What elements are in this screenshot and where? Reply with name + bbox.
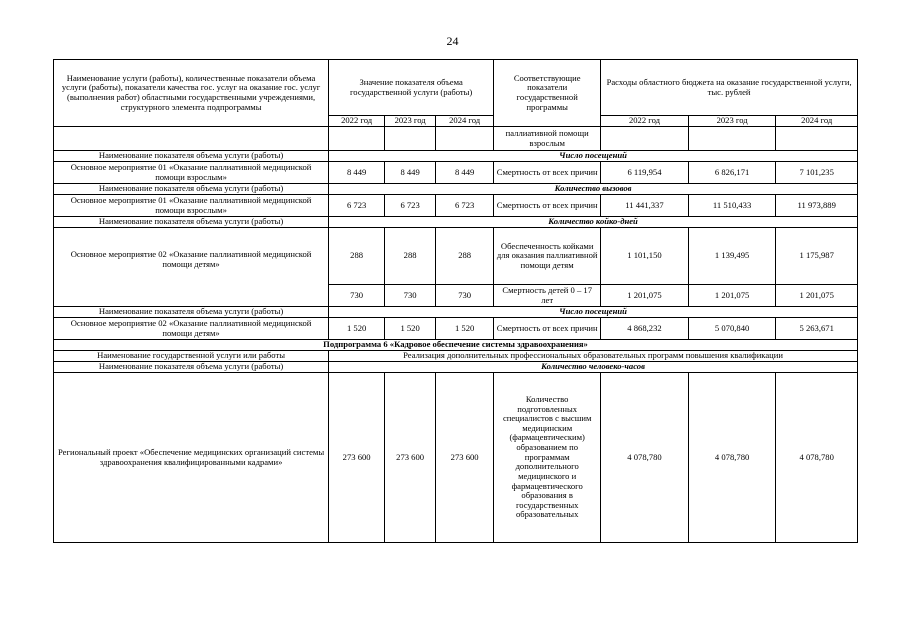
table-row [54, 228, 858, 285]
volume-value: 288 [329, 228, 385, 285]
indicator-label: Наименование показателя объема услуги (работы) [54, 362, 329, 373]
table-row [54, 195, 858, 217]
indicator-label: Наименование показателя объема услуги (работы) [54, 184, 329, 195]
budget-value: 1 139,495 [688, 228, 776, 285]
services-table [53, 59, 858, 543]
table-row [54, 373, 858, 543]
header-program: Соответствующие показатели государственной программы [494, 60, 601, 127]
volume-value: 8 449 [385, 162, 436, 184]
activity-name: Основное мероприятие 02 «Оказание паллиативной медицинской помощи детям» [54, 228, 329, 307]
activity-name: Региональный проект «Обеспечение медицинских организаций системы здравоохранения квалифицированными кадрами» [54, 373, 329, 543]
indicator-label: Наименование показателя объема услуги (работы) [54, 217, 329, 228]
page-number: 24 [446, 34, 459, 48]
indicator-name-row [54, 151, 858, 162]
header-row [54, 60, 858, 116]
indicator-value: Количество человеко-часов [329, 362, 858, 373]
indicator-name-row [54, 217, 858, 228]
budget-value: 11 441,337 [601, 195, 689, 217]
program-indicator: Смертность детей 0 – 17 лет [494, 285, 601, 307]
budget-value: 6 826,171 [688, 162, 776, 184]
indicator-label: Наименование показателя объема услуги (работы) [54, 151, 329, 162]
header-volume-year: 2023 год [385, 116, 436, 127]
volume-value: 1 520 [385, 318, 436, 340]
program-indicator: Смертность от всех причин [494, 162, 601, 184]
budget-value: 4 078,780 [776, 373, 858, 543]
budget-value: 1 101,150 [601, 228, 689, 285]
budget-value: 1 201,075 [776, 285, 858, 307]
header-budget-year: 2024 год [776, 116, 858, 127]
program-indicator: Смертность от всех причин [494, 318, 601, 340]
budget-value: 7 101,235 [776, 162, 858, 184]
volume-value: 273 600 [385, 373, 436, 543]
program-indicator: Количество подготовленных специалистов с высшим медицинским (фармацевтическим) образованием по программам дополнительного медицинского и фармацевтического образования в государственных образовательных [494, 373, 601, 543]
indicator-name-row [54, 184, 858, 195]
volume-value: 288 [385, 228, 436, 285]
volume-value: 1 520 [329, 318, 385, 340]
program-indicator: Смертность от всех причин [494, 195, 601, 217]
service-value: Реализация дополнительных профессиональных образовательных программ повышения квалификации [329, 351, 858, 362]
indicator-name-row [54, 362, 858, 373]
subprogram-title: Подпрограмма 6 «Кадровое обеспечение системы здравоохранения» [54, 340, 858, 351]
indicator-value: Число посещений [329, 307, 858, 318]
budget-value: 1 201,075 [601, 285, 689, 307]
volume-value: 288 [436, 228, 494, 285]
budget-value: 11 510,433 [688, 195, 776, 217]
activity-name: Основное мероприятие 01 «Оказание паллиативной медицинской помощи взрослым» [54, 195, 329, 217]
budget-value: 4 078,780 [688, 373, 776, 543]
budget-value: 6 119,954 [601, 162, 689, 184]
volume-value: 273 600 [329, 373, 385, 543]
budget-value: 11 973,889 [776, 195, 858, 217]
service-name-row [54, 351, 858, 362]
indicator-value: Количество койко-дней [329, 217, 858, 228]
header-budget: Расходы областного бюджета на оказание государственной услуги, тыс. рублей [601, 60, 858, 116]
volume-value: 1 520 [436, 318, 494, 340]
header-budget-year: 2022 год [601, 116, 689, 127]
indicator-value: Количество вызовов [329, 184, 858, 195]
budget-value: 5 263,671 [776, 318, 858, 340]
subprogram-row [54, 340, 858, 351]
activity-name: Основное мероприятие 01 «Оказание паллиативной медицинской помощи взрослым» [54, 162, 329, 184]
continuation-row [54, 127, 858, 151]
indicator-value: Число посещений [329, 151, 858, 162]
header-volume-year: 2022 год [329, 116, 385, 127]
table-row [54, 162, 858, 184]
budget-value: 4 868,232 [601, 318, 689, 340]
volume-value: 6 723 [436, 195, 494, 217]
program-indicator: Обеспеченность койками для оказания паллиативной помощи детям [494, 228, 601, 285]
volume-value: 6 723 [329, 195, 385, 217]
volume-value: 730 [436, 285, 494, 307]
header-service: Наименование услуги (работы), количественные показатели объема услуги (работы), показатели качества гос. услуг на оказание гос. услуг (выполнения работ) областными государственными учреждениями, структурного элемента подпрограммы [54, 60, 329, 127]
budget-value: 5 070,840 [688, 318, 776, 340]
service-label: Наименование государственной услуги или работы [54, 351, 329, 362]
table-row [54, 318, 858, 340]
budget-value: 1 175,987 [776, 228, 858, 285]
indicator-label: Наименование показателя объема услуги (работы) [54, 307, 329, 318]
volume-value: 730 [329, 285, 385, 307]
volume-value: 730 [385, 285, 436, 307]
indicator-cell: паллиативной помощи взрослым [494, 127, 601, 151]
header-volume: Значение показателя объема государственной услуги (работы) [329, 60, 494, 116]
budget-value: 1 201,075 [688, 285, 776, 307]
volume-value: 6 723 [385, 195, 436, 217]
header-volume-year: 2024 год [436, 116, 494, 127]
activity-name: Основное мероприятие 02 «Оказание паллиативной медицинской помощи детям» [54, 318, 329, 340]
budget-value: 4 078,780 [601, 373, 689, 543]
header-budget-year: 2023 год [688, 116, 776, 127]
volume-value: 8 449 [329, 162, 385, 184]
volume-value: 8 449 [436, 162, 494, 184]
volume-value: 273 600 [436, 373, 494, 543]
indicator-name-row [54, 307, 858, 318]
